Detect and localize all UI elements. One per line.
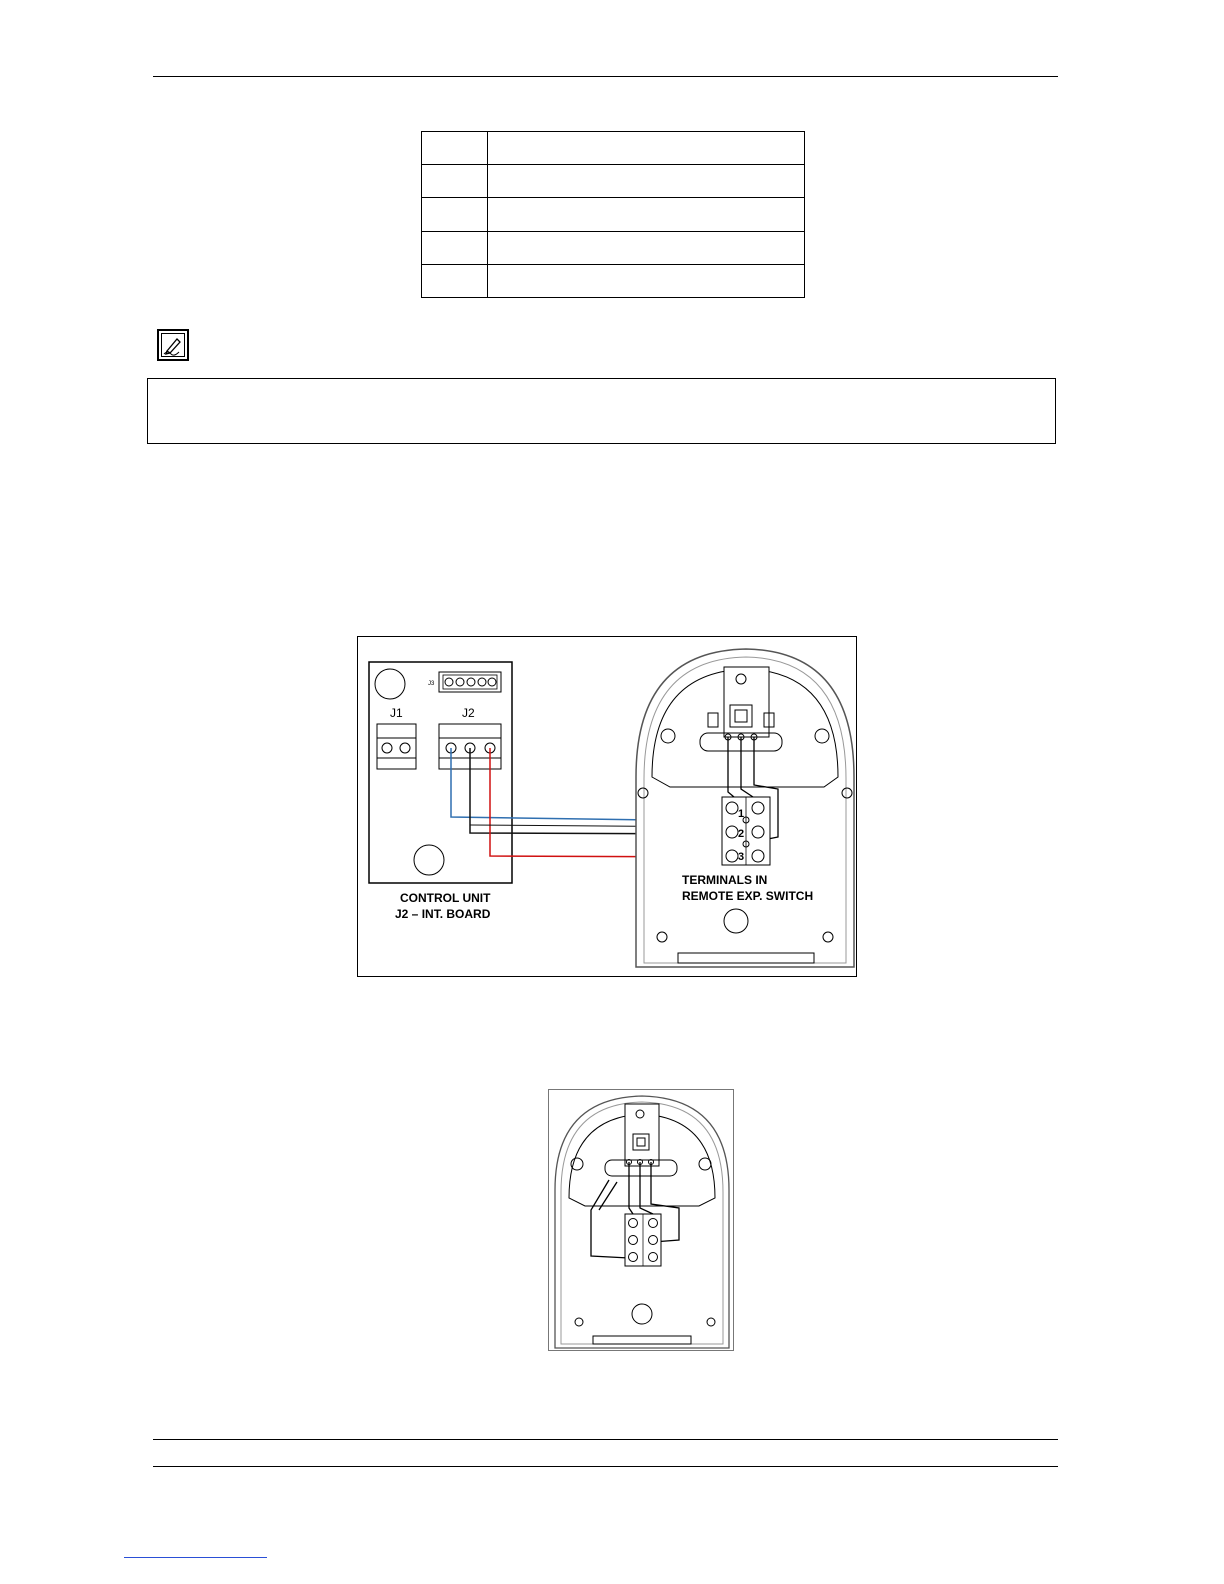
control-unit-label: CONTROL UNIT [400, 891, 491, 905]
note-pencil-icon [157, 329, 189, 361]
table-cell [422, 264, 488, 297]
terminal-2-label: 2 [738, 828, 745, 840]
table-cell [422, 165, 488, 198]
remote-switch-figure [548, 1089, 734, 1351]
table-cell [488, 132, 805, 165]
table-cell [488, 198, 805, 231]
remote-switch-label: REMOTE EXP. SWITCH [682, 889, 814, 903]
footer-rule-top [153, 1439, 1058, 1440]
table-cell [422, 231, 488, 264]
terminals-label: TERMINALS IN [682, 873, 768, 887]
terminal-3-label: 3 [738, 851, 745, 863]
header-rule [153, 76, 1058, 77]
table-cell [488, 231, 805, 264]
table-row [422, 165, 805, 198]
table-cell [488, 165, 805, 198]
j2-label: J2 [462, 706, 475, 720]
table-cell [422, 198, 488, 231]
footer-rule-bottom [153, 1466, 1058, 1467]
note-box [147, 378, 1056, 444]
j3-label: J3 [428, 681, 435, 687]
spec-table [421, 131, 805, 298]
wiring-diagram [357, 636, 857, 977]
table-row [422, 264, 805, 297]
table-cell [422, 132, 488, 165]
terminal-1-label: 1 [738, 808, 745, 820]
bottom-link-underline [124, 1557, 267, 1558]
table-row [422, 198, 805, 231]
j1-label: J1 [390, 706, 403, 720]
table-row [422, 231, 805, 264]
table-cell [488, 264, 805, 297]
control-unit-board-label: J2 – INT. BOARD [395, 907, 491, 921]
table-row [422, 132, 805, 165]
